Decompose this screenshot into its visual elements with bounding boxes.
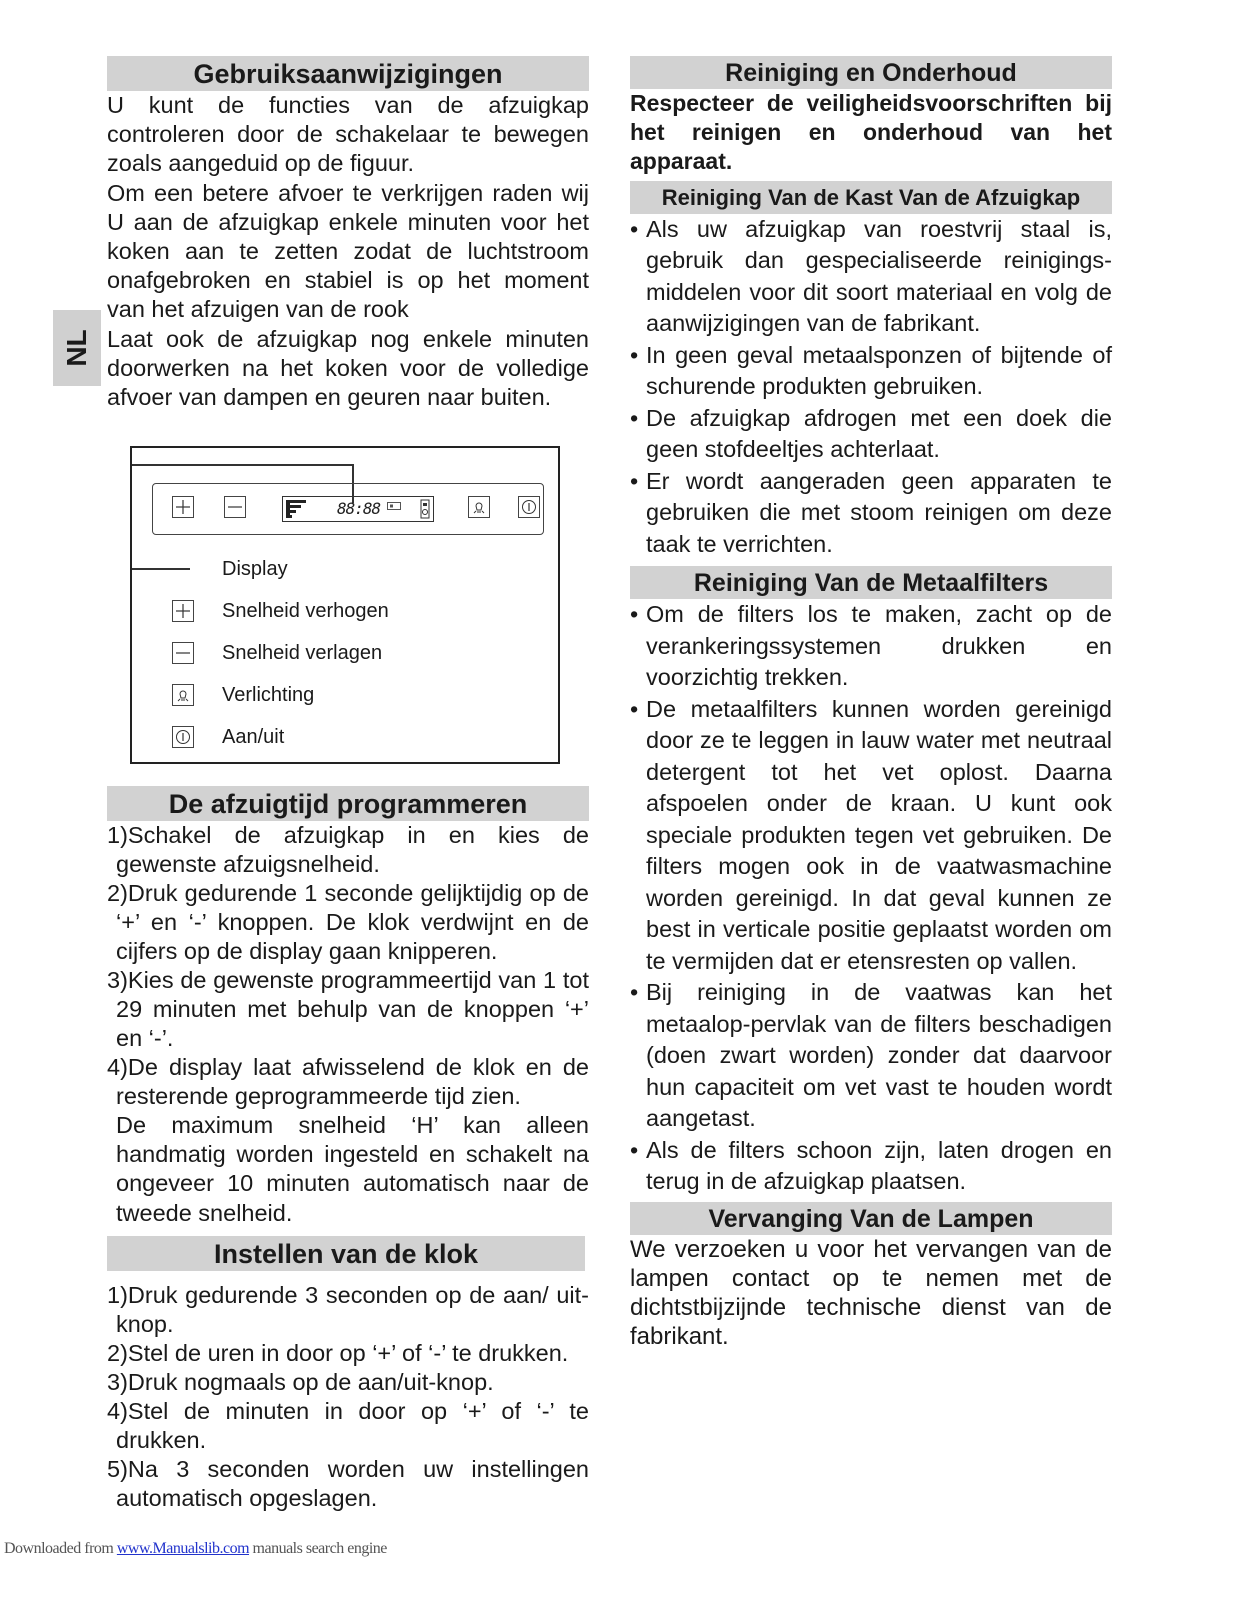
left-column-lower bbox=[107, 786, 589, 1513]
right-column bbox=[630, 56, 1112, 1351]
lamps-paragraph: We verzoeken u voor het vervangen van de lampen contact op te nemen met de dichtstbijzijnde technische dienst van de fabrikant. bbox=[630, 1235, 1112, 1350]
cabinet-bullet: • In geen geval metaalsponzen of bijtende of schurende produkten gebruiken. bbox=[630, 341, 1112, 400]
clock-step: 5)Na 3 seconden worden uw instellingen automatisch opgeslagen. bbox=[107, 1455, 589, 1511]
plus-icon bbox=[172, 496, 194, 518]
section-title-cabinet: Reiniging Van de Kast Van de Afzuigkap bbox=[630, 181, 1112, 214]
footer-suffix: manuals search engine bbox=[249, 1540, 387, 1557]
cabinet-bullet: • Er wordt aangeraden geen apparaten te gebruiken die met stoom reinigen om deze taak te verrichten. bbox=[630, 467, 1112, 557]
display-digits: 88:88 bbox=[337, 499, 381, 518]
minus-icon bbox=[224, 496, 246, 518]
program-step: 4)De display laat afwisselend de klok en de resterende geprogrammeerde tijd zien. bbox=[107, 1054, 589, 1109]
usage-paragraph-3: Laat ook de afzuigkap nog enkele minuten doorwerken na het koken voor de volledige afvoer van dampen en geuren naar buiten. bbox=[107, 325, 589, 411]
maintenance-intro: Respecteer de veiligheidsvoorschriften bij het reinigen en onderhoud van het apparaat. bbox=[630, 90, 1112, 175]
filter-bullet: • De metaalfilters kunnen worden gereinigd door ze te leggen in lauw water met neutraal detergent tot het vet oplost. Daarna afspoelen onder de kraan. U kunt ook speciale produkten tegen vet gebruiken. De filters mogen ook in de vaatwasmachine worden gereinigd. In dat geval kunnen ze best in verticale positie geplaatst worden om te vermijden dat er etensresten op vallen. bbox=[630, 695, 1112, 974]
clock-step: 3)Druk nogmaals op de aan/uit-knop. bbox=[107, 1368, 494, 1395]
footer-link[interactable]: www.Manualslib.com bbox=[116, 1540, 250, 1557]
program-steps bbox=[107, 821, 589, 1111]
light-icon bbox=[468, 496, 490, 518]
cabinet-bullet: • De afzuigkap afdrogen met een doek die geen stofdeeltjes achterlaat. bbox=[630, 404, 1112, 463]
legend-label-light: Verlichting bbox=[222, 683, 315, 706]
minus-icon bbox=[172, 642, 194, 664]
legend-label-power: Aan/uit bbox=[222, 725, 285, 748]
legend-label-plus: Snelheid verhogen bbox=[222, 599, 389, 622]
cabinet-bullets bbox=[630, 214, 1112, 561]
program-step: 1)Schakel de afzuigkap in en kies de gewenste afzuigsnelheid. bbox=[107, 822, 589, 877]
section-title-filters: Reiniging Van de Metaalfilters bbox=[630, 566, 1112, 599]
filter-bullet: • Bij reiniging in de vaatwas kan het metaalop-pervlak van de filters beschadigen (doen zwart worden) zonder dat daarvoor hun capaciteit om vet vast te houden wordt aangetast. bbox=[630, 979, 1112, 1132]
control-panel-figure bbox=[130, 446, 560, 764]
speed-bars-icon bbox=[286, 500, 308, 518]
section-title-maintenance: Reiniging en Onderhoud bbox=[630, 56, 1112, 89]
left-column bbox=[107, 56, 589, 412]
display-screen bbox=[282, 496, 434, 522]
section-title-lamps: Vervanging Van de Lampen bbox=[630, 1202, 1112, 1235]
cabinet-bullet: • Als uw afzuigkap van roestvrij staal is, gebruik dan gespecialiseerde reinigings-middelen voor dit soort materiaal en volg de aanwijzigingen van de fabrikant. bbox=[630, 215, 1112, 337]
plus-icon bbox=[172, 600, 194, 622]
timer-indicator-icon bbox=[387, 502, 401, 510]
legend-label-minus: Snelheid verlagen bbox=[222, 641, 383, 664]
program-step: 2)Druk gedurende 1 seconde gelijktijdig op de ‘+’ en ‘-’ knoppen. De klok verdwijnt en de cijfers op de display gaan knipperen. bbox=[107, 880, 589, 964]
power-icon bbox=[518, 496, 540, 518]
clock-step: 4)Stel de minuten in door op ‘+’ of ‘-’ te drukken. bbox=[107, 1397, 589, 1453]
language-tab-label: NL bbox=[61, 329, 92, 367]
display-leader-line bbox=[132, 464, 354, 466]
filter-bullets bbox=[630, 599, 1112, 1198]
program-note: De maximum snelheid ‘H’ kan alleen handmatig worden ingesteld en schakelt na ongeveer 10 minuten automatisch naar de tweede snelheid. bbox=[116, 1112, 589, 1226]
download-footer bbox=[4, 1540, 387, 1558]
footer-prefix: Downloaded from bbox=[4, 1540, 117, 1557]
legend-display-line bbox=[132, 568, 190, 570]
section-title-program: De afzuigtijd programmeren bbox=[107, 786, 589, 821]
filter-indicator-icon bbox=[420, 499, 430, 519]
section-title-clock: Instellen van de klok bbox=[107, 1236, 585, 1271]
program-step: 3)Kies de gewenste programmeertijd van 1 tot 29 minuten met behulp van de knoppen ‘+’ en ‘-’. bbox=[107, 967, 589, 1051]
clock-step: 1)Druk gedurende 3 seconden op de aan/ uit-knop. bbox=[107, 1281, 589, 1337]
light-icon bbox=[172, 684, 194, 706]
legend-label-display: Display bbox=[222, 557, 288, 580]
usage-paragraph-1: U kunt de functies van de afzuigkap controleren door de schakelaar te bewegen zoals aangeduid op de figuur. bbox=[107, 92, 589, 177]
clock-step: 2)Stel de uren in door op ‘+’ of ‘-’ te drukken. bbox=[107, 1339, 569, 1366]
usage-paragraph-2: Om een betere afvoer te verkrijgen raden wij U aan de afzuigkap enkele minuten voor het koken aan te zetten zodat de luchtstroom onafgebroken en stabiel is op het moment van het afzuigen van de rook bbox=[107, 179, 589, 323]
section-title-usage: Gebruiksaanwijzigingen bbox=[107, 56, 589, 91]
filter-bullet: • Als de filters schoon zijn, laten drogen en terug in de afzuigkap plaatsen. bbox=[630, 1136, 1112, 1195]
filter-bullet: • Om de filters los te maken, zacht op de verankeringssystemen drukken en voorzichtig trekken. bbox=[630, 601, 1112, 691]
language-tab bbox=[53, 310, 101, 386]
power-icon bbox=[172, 726, 194, 748]
clock-steps bbox=[107, 1281, 589, 1513]
